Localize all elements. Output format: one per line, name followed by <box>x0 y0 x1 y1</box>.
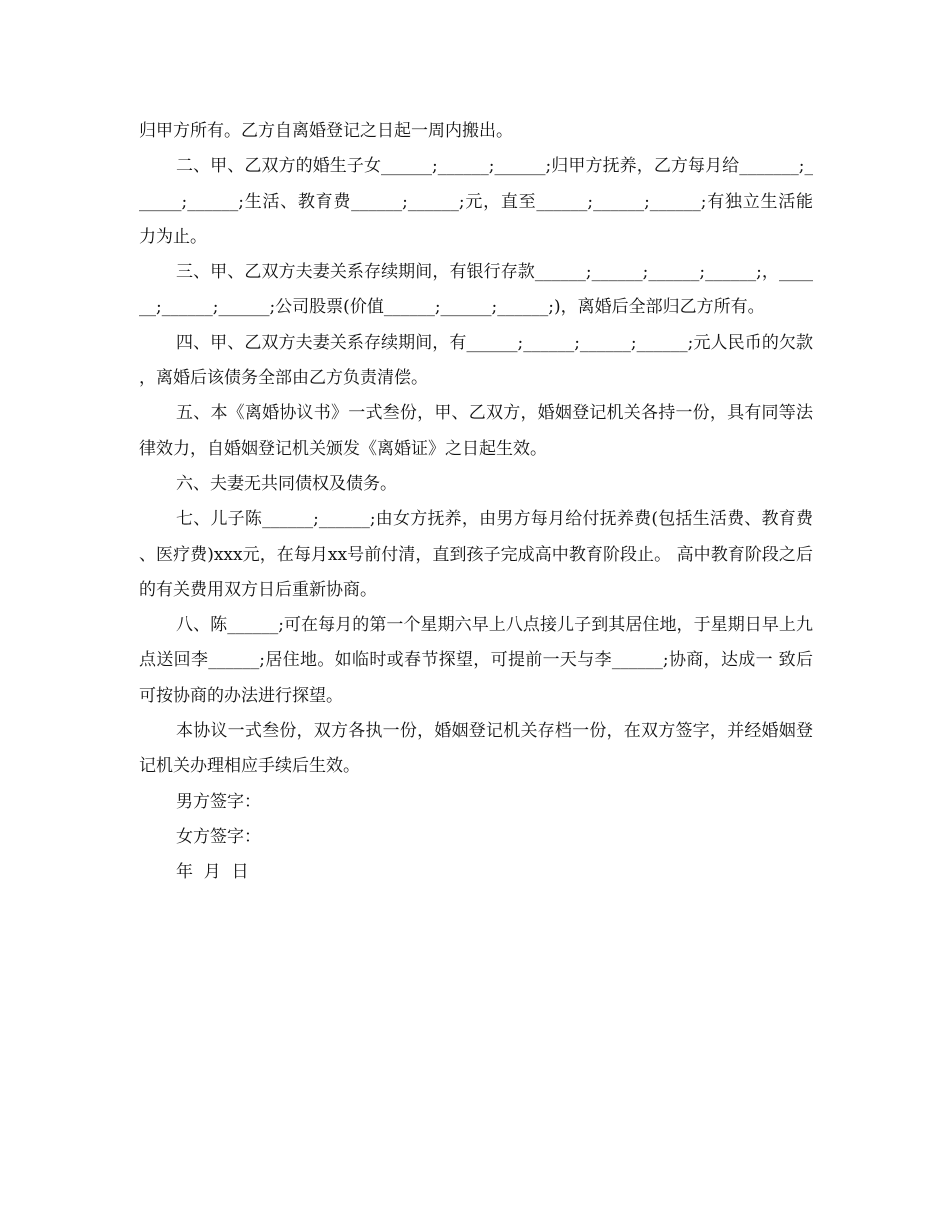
paragraph-clause-6-no-debt: 六、夫妻无共同债权及债务。 <box>176 473 397 494</box>
paragraph-clause-4-debts: 四、甲、乙双方夫妻关系存续期间，有______;______;______;______;元人民币的欠款，离婚后该债务全部由乙方负责清偿。 <box>139 332 813 389</box>
paragraph-clause-7-son-custody: 七、儿子陈______;______;由女方抚养，由男方每月给付抚养费(包括生活费、教育费、医疗费)xxx元，在每月xx号前付清，直到孩子完成高中教育阶段止。 高中教育阶段之后的有关费用双方日后重新协商。 <box>139 509 813 600</box>
paragraph-agreement-effect: 本协议一式叁份，双方各执一份，婚姻登记机关存档一份，在双方签字，并经婚姻登记机关办理相应手续后生效。 <box>139 721 813 777</box>
paragraph-clause-5-copies: 五、本《离婚协议书》一式叁份，甲、乙双方，婚姻登记机关各持一份，具有同等法律效力，自婚姻登记机关颁发《离婚证》之日起生效。 <box>139 403 813 459</box>
agreement-body <box>139 114 813 891</box>
paragraph-clause-3-savings: 三、甲、乙双方夫妻关系存续期间，有银行存款______;______;______;______;，______;______;______;公司股票(价值______;______;______;)，离婚后全部归乙方所有。 <box>139 262 813 318</box>
female-signature-line: 女方签字： <box>176 826 261 847</box>
male-signature-line: 男方签字： <box>176 791 261 812</box>
paragraph-property-clause-end: 归甲方所有。乙方自离婚登记之日起一周内搬出。 <box>139 121 513 141</box>
paragraph-clause-8-visitation: 八、陈______;可在每月的第一个星期六早上八点接儿子到其居住地，于星期日早上九点送回李______;居住地。如临时或春节探望，可提前一天与李______;协商，达成一 致后可按协商的办法进行探望。 <box>139 615 813 706</box>
paragraph-clause-2-children: 二、甲、乙双方的婚生子女______;______;______;归甲方抚养，乙方每月给_______;______;______;生活、教育费______;______;元，直至______;______;______;有独立生活能力为止。 <box>139 156 813 247</box>
date-line: 年 月 日 <box>176 862 249 883</box>
